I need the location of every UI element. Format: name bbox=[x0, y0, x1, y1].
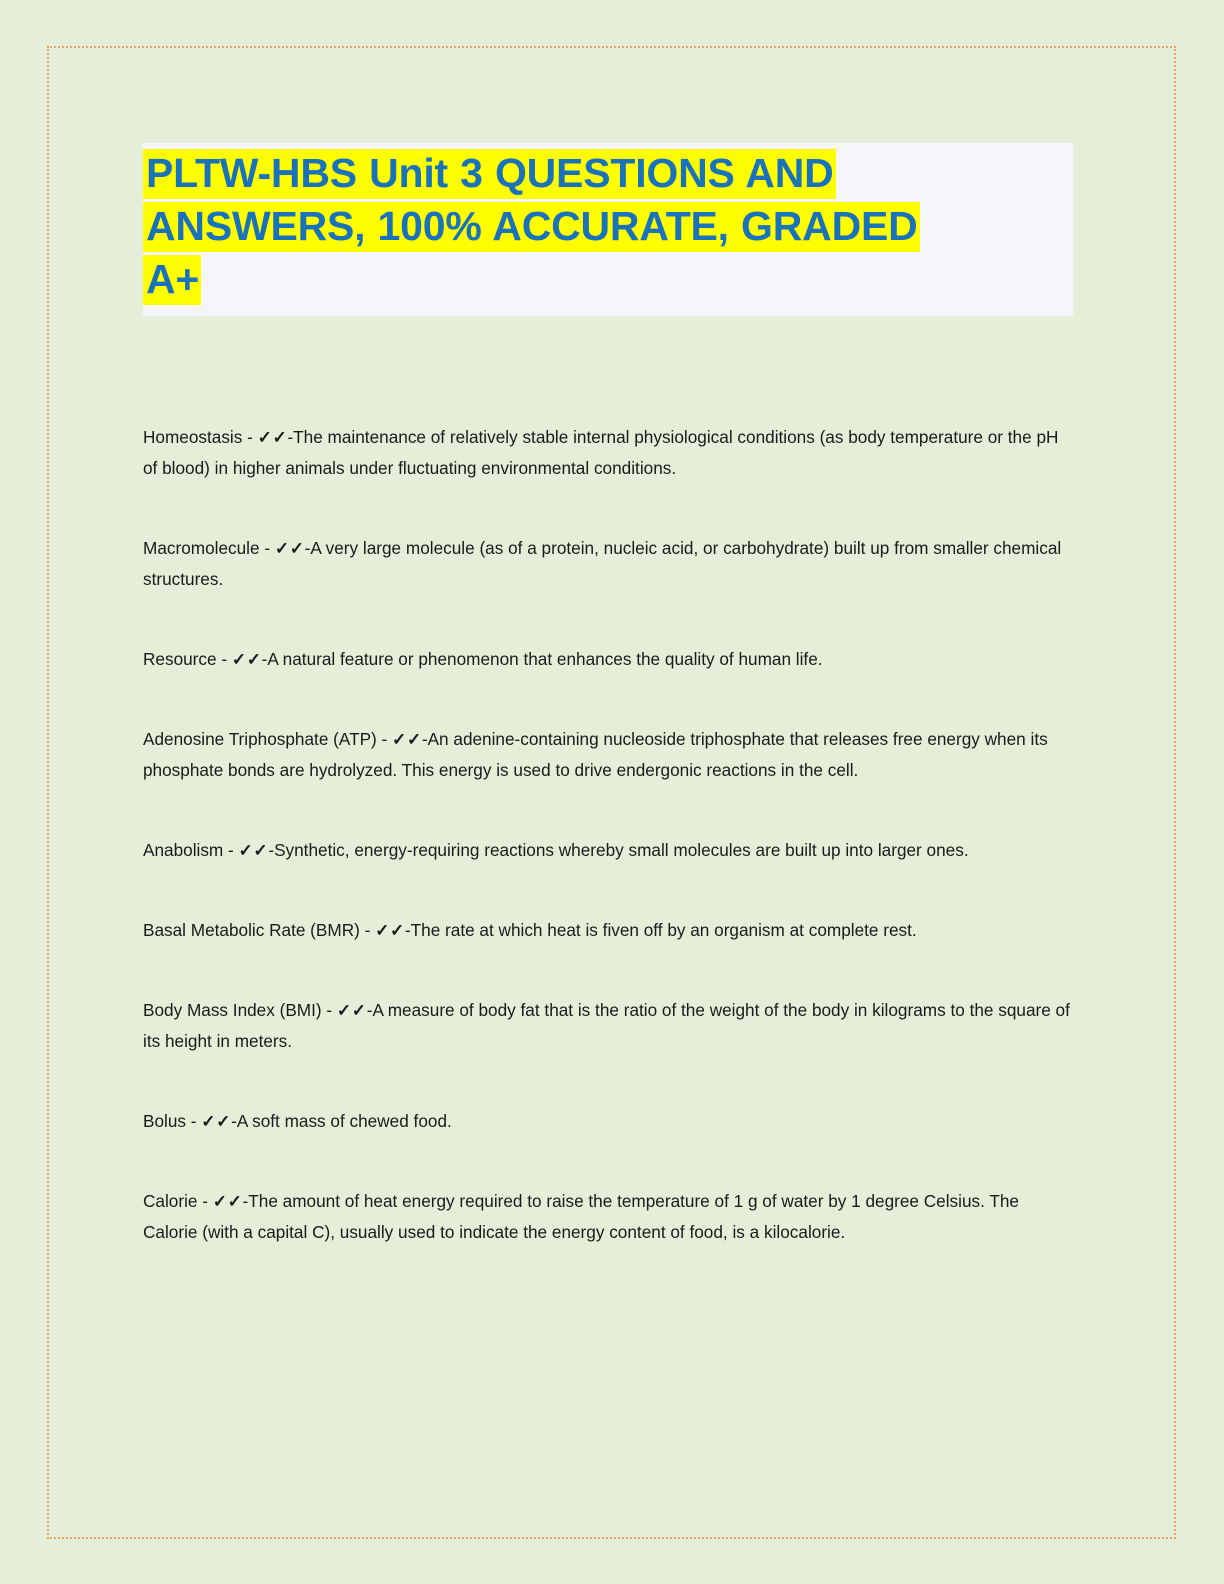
checkmark-icon: ✓✓ bbox=[238, 840, 269, 860]
term-label: Adenosine Triphosphate (ATP) bbox=[143, 729, 377, 749]
checkmark-icon: ✓✓ bbox=[231, 649, 262, 669]
term-label: Anabolism bbox=[143, 840, 224, 860]
checkmark-icon: ✓✓ bbox=[212, 1191, 243, 1211]
checkmark-icon: ✓✓ bbox=[257, 427, 288, 447]
checkmark-icon: ✓✓ bbox=[274, 538, 305, 558]
definition-entry bbox=[143, 1186, 1075, 1248]
title-line-1: PLTW-HBS Unit 3 QUESTIONS AND bbox=[143, 149, 836, 199]
term-label: Basal Metabolic Rate (BMR) bbox=[143, 920, 360, 940]
checkmark-icon: ✓✓ bbox=[392, 729, 422, 749]
document-content bbox=[143, 143, 1075, 1297]
definition-entry bbox=[143, 644, 1075, 675]
definition-text: -A natural feature or phenomenon that enhances the quality of human life. bbox=[261, 649, 823, 669]
definition-entry bbox=[143, 995, 1075, 1057]
term-label: Resource bbox=[143, 649, 217, 669]
definition-entry bbox=[143, 835, 1075, 866]
term-label: Calorie bbox=[143, 1191, 198, 1211]
definition-entry bbox=[143, 724, 1075, 786]
definition-text: -A measure of body fat that is the ratio of the weight of the body in kilograms to the square of its height in meters. bbox=[143, 1000, 1070, 1051]
title-panel bbox=[143, 143, 1073, 316]
term-separator: - bbox=[216, 649, 232, 669]
definition-list bbox=[143, 422, 1075, 1248]
title-line-2: ANSWERS, 100% ACCURATE, GRADED bbox=[143, 202, 920, 252]
definition-text: -A very large molecule (as of a protein, nucleic acid, or carbohydrate) built up from smaller chemical structures. bbox=[143, 538, 1062, 589]
term-label: Bolus bbox=[143, 1111, 186, 1131]
title-body-spacer bbox=[143, 316, 1075, 422]
definition-entry bbox=[143, 422, 1075, 484]
term-label: Macromolecule bbox=[143, 538, 260, 558]
definition-text: -An adenine-containing nucleoside triphosphate that releases free energy when its phosphate bonds are hydrolyzed. This energy is used to drive endergonic reactions in the cell. bbox=[143, 729, 1048, 780]
term-separator: - bbox=[197, 1191, 213, 1211]
term-separator: - bbox=[321, 1000, 337, 1020]
term-separator: - bbox=[186, 1111, 202, 1131]
title-line-3: A+ bbox=[143, 255, 201, 305]
term-separator: - bbox=[242, 427, 258, 447]
term-separator: - bbox=[359, 920, 376, 940]
definition-text: -The rate at which heat is fiven off by an organism at complete rest. bbox=[404, 920, 917, 940]
term-label: Homeostasis bbox=[143, 427, 243, 447]
term-separator: - bbox=[259, 538, 275, 558]
definition-entry bbox=[143, 533, 1075, 595]
checkmark-icon: ✓✓ bbox=[375, 920, 405, 940]
definition-text: -The maintenance of relatively stable internal physiological conditions (as body temperature or the pH of blood) in higher animals under fluctuating environmental conditions. bbox=[143, 427, 1059, 478]
definition-entry bbox=[143, 915, 1075, 946]
checkmark-icon: ✓✓ bbox=[201, 1111, 232, 1131]
term-separator: - bbox=[376, 729, 393, 749]
checkmark-icon: ✓✓ bbox=[336, 1000, 367, 1020]
definition-text: -The amount of heat energy required to raise the temperature of 1 g of water by 1 degree Celsius. The Calorie (with a capital C), usually used to indicate the energy content of food, is a kilocalorie. bbox=[143, 1191, 1019, 1242]
page-title bbox=[143, 143, 1073, 316]
term-label: Body Mass Index (BMI) bbox=[143, 1000, 322, 1020]
definition-entry bbox=[143, 1106, 1075, 1137]
definition-text: -A soft mass of chewed food. bbox=[231, 1111, 452, 1131]
term-separator: - bbox=[223, 840, 239, 860]
definition-text: -Synthetic, energy-requiring reactions whereby small molecules are built up into larger ones. bbox=[268, 840, 969, 860]
